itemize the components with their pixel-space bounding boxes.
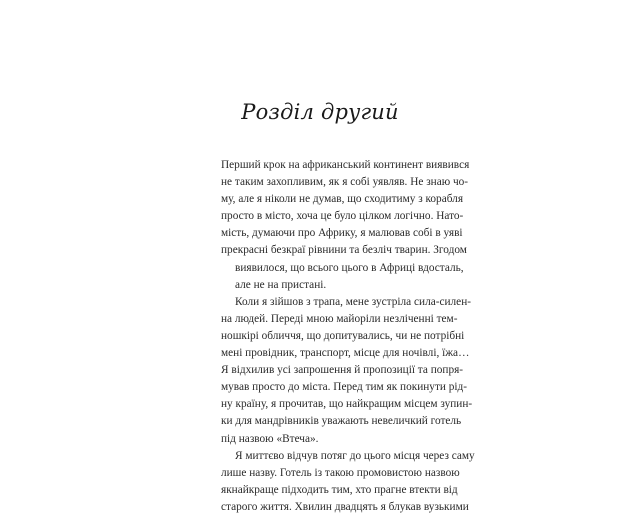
- text-line: старого життя. Хвилин двадцять я блукав вузькими: [221, 500, 469, 513]
- text-line: прекрасні безкраї рівнини та безліч тварин. Згодом: [221, 244, 467, 257]
- text-line: не таким захопливим, як я собі уявляв. Не знаю чо-: [221, 176, 469, 189]
- text-line: Я миттєво відчув потяг до цього місця через саму: [235, 449, 475, 462]
- text-line: якнайкраще підходить тим, хто прагне втекти від: [221, 483, 458, 496]
- text-line: лише назву. Готель із такою промовистою назвою: [221, 466, 460, 479]
- text-line: Перший крок на африканський континент виявився: [221, 159, 470, 171]
- text-line: але не на пристані.: [235, 278, 327, 291]
- text-line: на людей. Переді мною майоріли незліченні тем-: [221, 312, 458, 325]
- text-line: виявилося, що всього цього в Африці вдосталь,: [235, 261, 464, 274]
- text-line: му, але я ніколи не думав, що сходитиму з корабля: [221, 193, 464, 206]
- text-line: Коли я зійшов з трапа, мене зустріла сила-силен-: [235, 295, 471, 308]
- text-line: ношкірі обличчя, що допитувались, чи не потрібні: [221, 329, 465, 342]
- text-line: ки для мандрівників уважають невеличкий готель: [221, 415, 462, 428]
- text-line: мість, думаючи про Африку, я малював собі в уяві: [221, 227, 463, 240]
- text-line: ну країну, я прочитав, що найкращим місцем зупин-: [221, 398, 473, 411]
- body-text: [221, 157, 475, 516]
- text-line: Я відхилив усі запрошення й пропозиції та попря-: [221, 364, 464, 377]
- text-line: просто в місто, хоча це було цілком логічно. Нато-: [221, 210, 464, 223]
- text-line: під назвою «Втеча».: [221, 432, 319, 445]
- text-line: мені провідник, транспорт, місце для ночівлі, їжа…: [221, 347, 470, 360]
- text-line: мував просто до міста. Перед тим як покинути рід-: [221, 381, 468, 394]
- chapter-title: Розділ другий: [241, 100, 399, 124]
